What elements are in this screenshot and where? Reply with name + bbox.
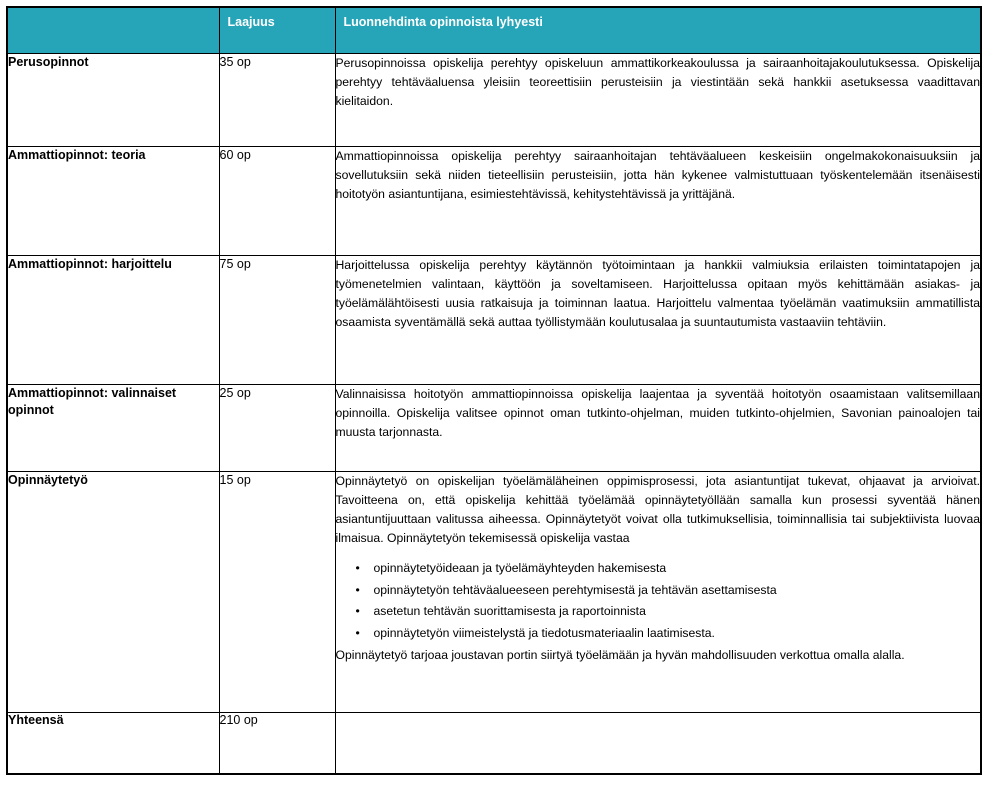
study-module-credits: 15 op: [219, 472, 335, 713]
curriculum-table: [6, 6, 982, 775]
list-item: • opinnäytetyön viimeistelystä ja tiedotusmateriaalin laatimisesta.: [374, 624, 981, 643]
total-description-empty: [335, 713, 981, 775]
study-module-name: Ammattiopinnot: valinnaiset opinnot: [7, 385, 219, 472]
description-bullet-list: [336, 559, 981, 644]
column-header-name: [7, 7, 219, 54]
table-row: [7, 472, 981, 713]
study-module-description: [335, 385, 981, 472]
table-row: [7, 385, 981, 472]
table-total-row: [7, 713, 981, 775]
table-row: [7, 256, 981, 385]
list-item: • opinnäytetyön tehtäväalueeseen perehtymisestä ja tehtävän asettamisesta: [374, 581, 981, 600]
study-module-name: Opinnäytetyö: [7, 472, 219, 713]
study-module-name: Perusopinnot: [7, 54, 219, 147]
study-module-description: [335, 54, 981, 147]
study-module-credits: 25 op: [219, 385, 335, 472]
description-paragraph: Opinnäytetyö on opiskelijan työelämäläheinen oppimisprosessi, jota asiantuntijat tukevat, ohjaavat ja arvioivat. Tavoitteena on, että opiskelija kehittää työelämää opinnäytetyöllään samalla kun prosessi syventää hänen asiantuntijuuttaan valitussa aiheessa. Opinnäytetyöt voivat olla tutkimuksellisia, toiminnallisia tai subjektiivista luovaa ilmaisua. Opinnäytetyön tekemisessä opiskelija vastaa: [335, 474, 980, 545]
description-paragraph: Ammattiopinnoissa opiskelija perehtyy sairaanhoitajan tehtäväalueen keskeisiin ongelmakokonaisuuksiin ja sovellutuksiin sekä niiden tieteellisiin perusteisiin, jotta hän kykenee valmistuttuaan työskentelemään itsenäisesti hoitotyön asiantuntijana, esimiestehtävissä, kehitystehtävissä ja yrittäjänä.: [335, 149, 980, 201]
study-module-name: Ammattiopinnot: harjoittelu: [7, 256, 219, 385]
study-module-description: [335, 472, 981, 713]
total-credits: 210 op: [219, 713, 335, 775]
description-paragraph: Opinnäytetyö tarjoaa joustavan portin siirtyä työelämään ja hyvän mahdollisuuden verkottua omalla alalla.: [335, 648, 905, 663]
study-module-credits: 35 op: [219, 54, 335, 147]
study-module-description: [335, 147, 981, 256]
study-module-description: [335, 256, 981, 385]
list-item: • asetetun tehtävän suorittamisesta ja raportoinnista: [374, 602, 981, 621]
total-label: Yhteensä: [7, 713, 219, 775]
column-header-credits: Laajuus: [219, 7, 335, 54]
study-module-credits: 75 op: [219, 256, 335, 385]
study-module-name: Ammattiopinnot: teoria: [7, 147, 219, 256]
description-paragraph: Perusopinnoissa opiskelija perehtyy opiskeluun ammattikorkeakoulussa ja sairaanhoitajakoulutuksessa. Opiskelija perehtyy tehtäväaluensa yleisiin teoreettisiin perusteisiin ja viestintään sekä hankkii asetuksessa vaadittavan kielitaidon.: [335, 56, 980, 108]
study-module-credits: 60 op: [219, 147, 335, 256]
table-row: [7, 147, 981, 256]
description-paragraph: Harjoittelussa opiskelija perehtyy käytännön työtoimintaan ja hankkii valmiuksia erilaisten toimintatapojen ja työmenetelmien valintaan, käyttöön ja soveltamiseen. Harjoittelussa opitaan myös kehittämään asiakas- ja työelämälähtöisesti uusia ratkaisuja ja toiminnan laatua. Harjoittelu valmentaa työelämän vaatimuksiin ammatillista osaamista syventämällä sekä auttaa työllistymään koulutusalaa ja suuntautumista vastaaviin tehtäviin.: [335, 258, 980, 329]
description-paragraph: Valinnaisissa hoitotyön ammattiopinnoissa opiskelija laajentaa ja syventää hoitotyön osaamistaan valitsemillaan opinnoilla. Opiskelija valitsee opinnot oman tutkinto-ohjelman, muiden tutkinto-ohjelmien, Savonian painoalojen tai muusta tarjonnasta.: [335, 387, 980, 439]
table-header-row: [7, 7, 981, 54]
list-item: • opinnäytetyöideaan ja työelämäyhteyden hakemisesta: [374, 559, 981, 578]
column-header-description: Luonnehdinta opinnoista lyhyesti: [335, 7, 981, 54]
table-row: [7, 54, 981, 147]
